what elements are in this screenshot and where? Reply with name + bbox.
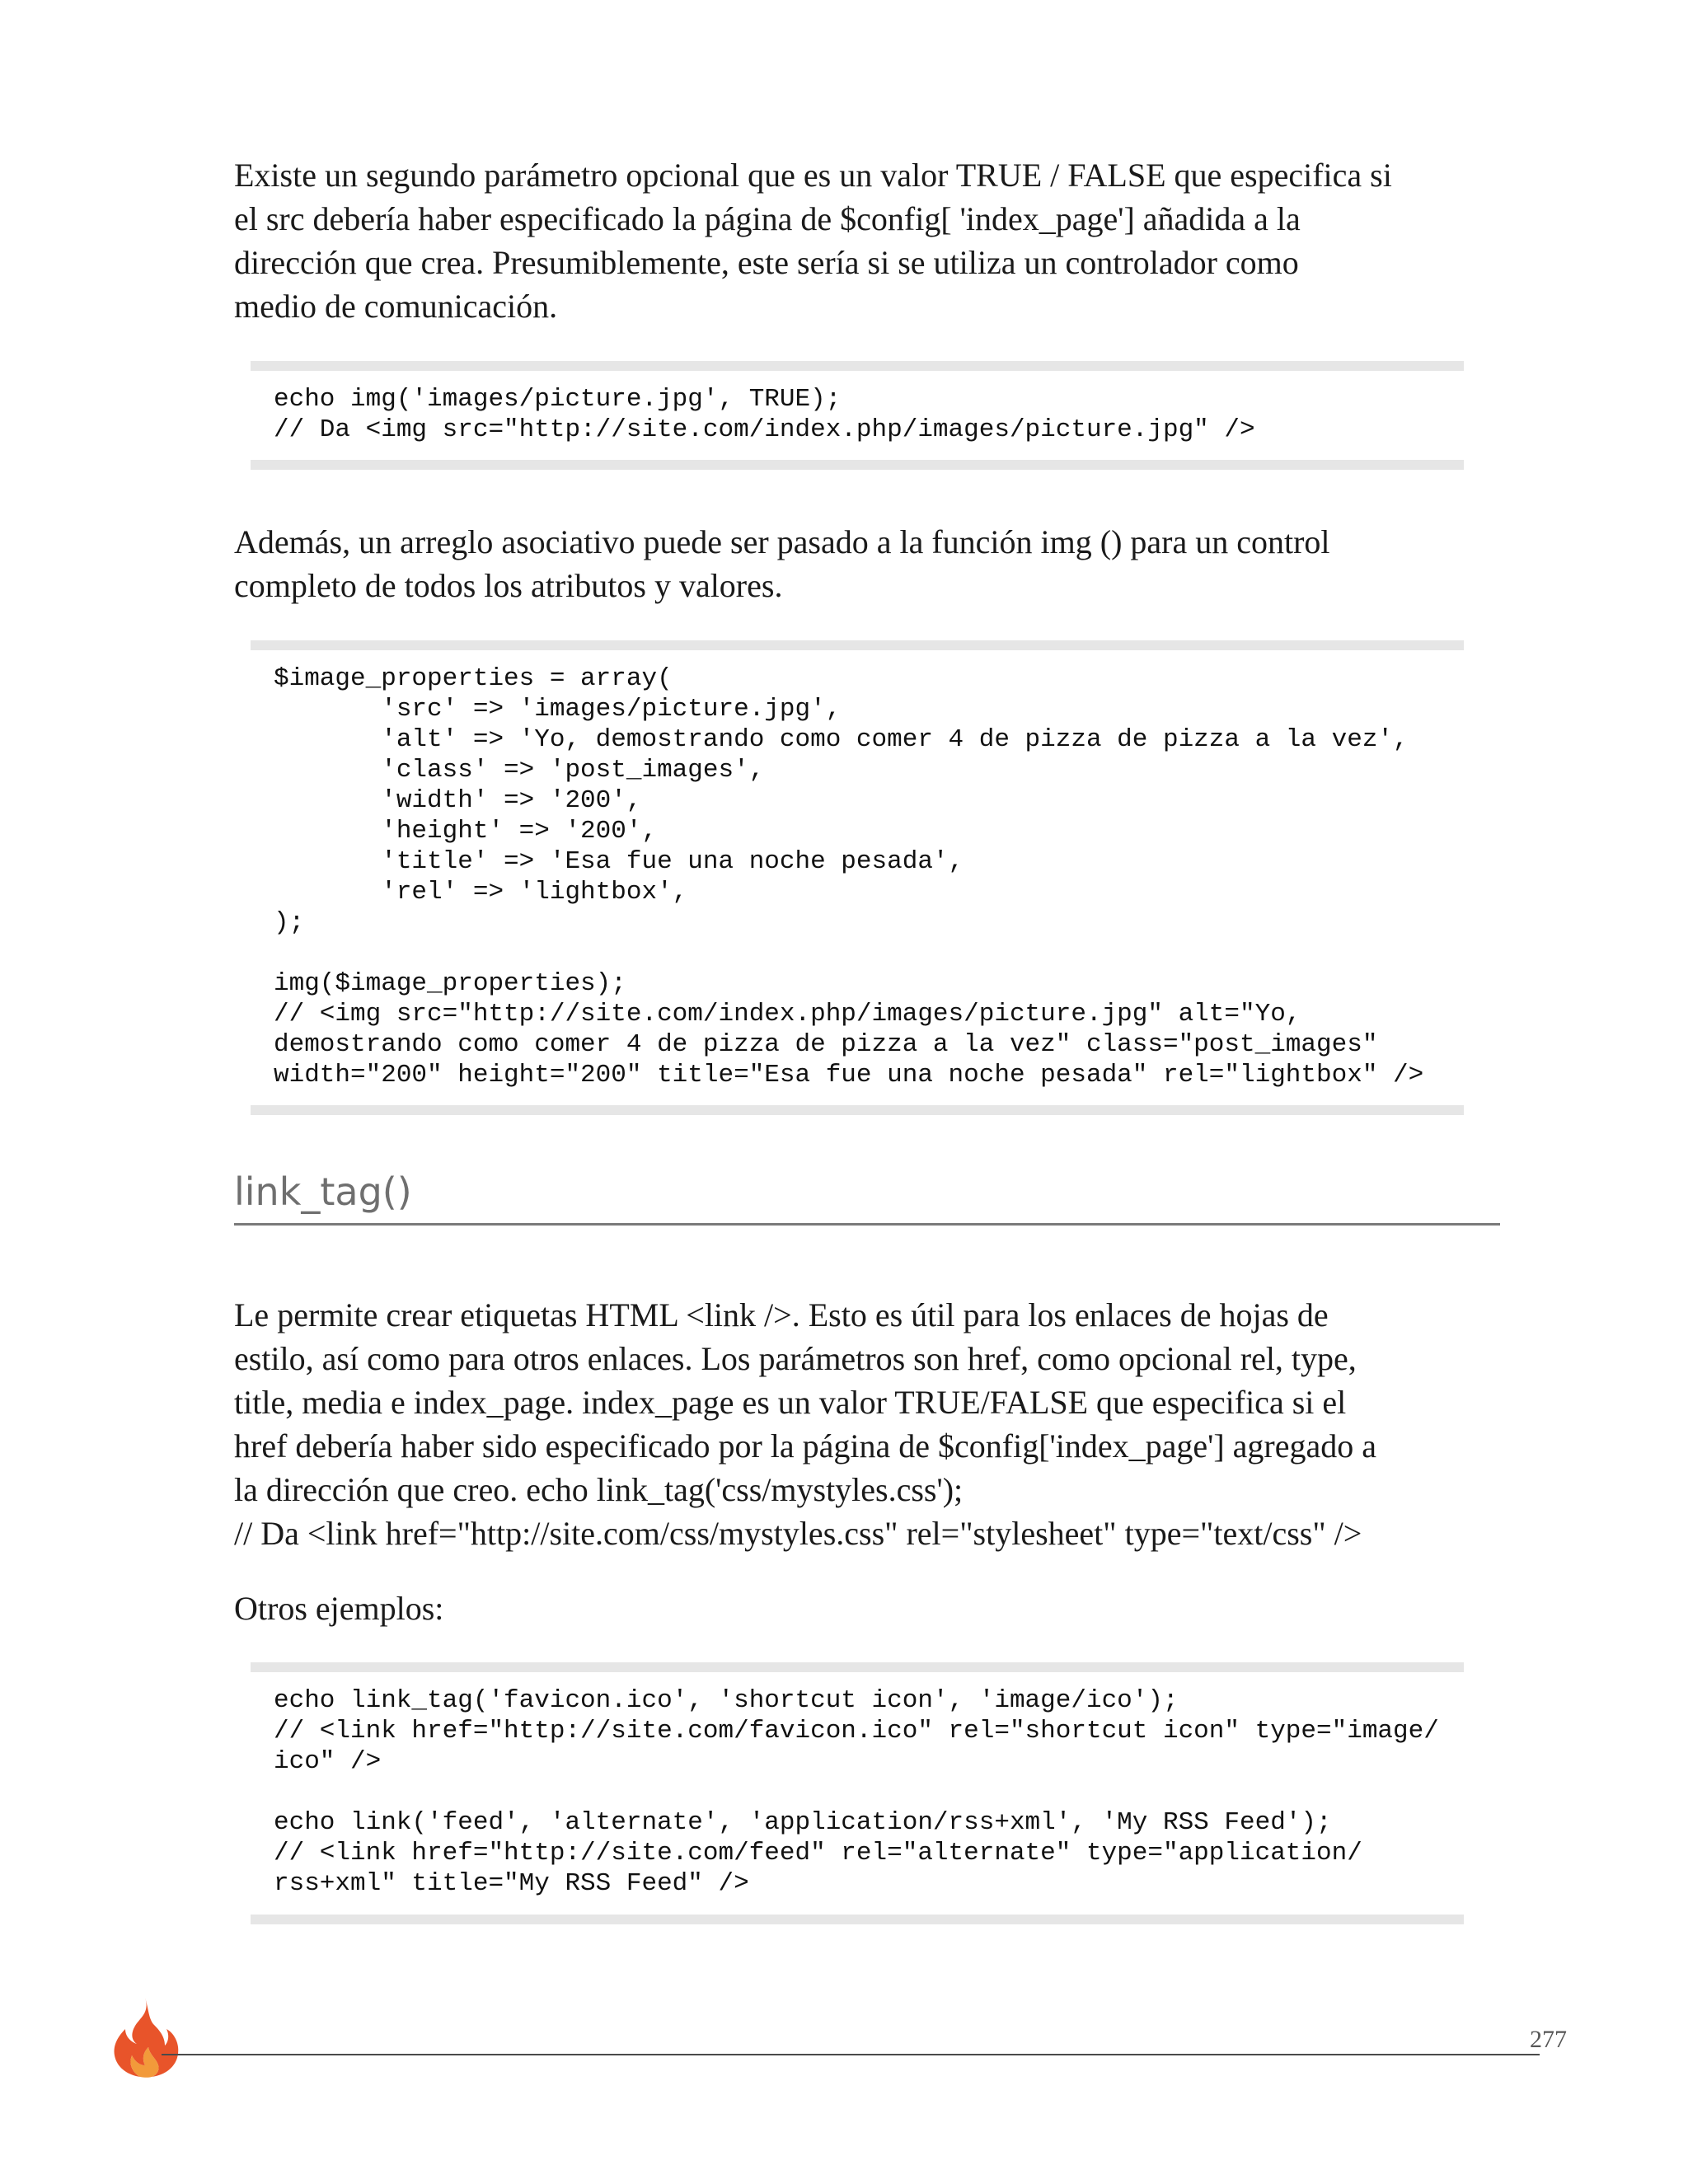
text-line: Otros ejemplos:	[234, 1590, 444, 1627]
text-line: el src debería haber especificado la página de $config[ 'index_page'] añadida a la	[234, 200, 1301, 237]
text-line: completo de todos los atributos y valores.	[234, 567, 783, 604]
text-line: // Da <link href="http://site.com/css/mystyles.css" rel="stylesheet" type="text/css" />	[234, 1515, 1362, 1552]
page-number: 277	[1530, 2026, 1567, 2053]
link-tag-paragraph	[234, 1293, 1500, 1555]
code-text: $image_properties = array( 'src' => 'images/picture.jpg', 'alt' => 'Yo, demostrando como comer 4 de pizza de pizza a la vez', 'class' => 'post_images', 'width' => '200', 'height' => '200', 'title' => 'Esa fue una noche pesada', 'rel' => 'lightbox', ); img($image_properties); // <img src="http://site.com/index.php/images/picture.jpg" alt="Yo, demostrando como comer 4 de pizza de pizza a la vez" class="post_images" width="200" height="200" title="Esa fue una noche pesada" rel="lightbox" />	[274, 664, 1424, 1090]
code-block-img-index-page	[251, 361, 1464, 470]
codeigniter-flame-icon	[107, 1996, 183, 2079]
section-title: link_tag()	[234, 1160, 1500, 1226]
code-block-link-examples	[251, 1662, 1464, 1924]
text-line: estilo, así como para otros enlaces. Los parámetros son href, como opcional rel, type,	[234, 1340, 1357, 1377]
text-line: Existe un segundo parámetro opcional que es un valor TRUE / FALSE que especifica si	[234, 157, 1392, 194]
text-line: title, media e index_page. index_page es un valor TRUE/FALSE que especifica si el	[234, 1384, 1347, 1421]
code-block-image-properties	[251, 640, 1464, 1115]
footer-rule	[162, 2054, 1540, 2055]
text-line: Le permite crear etiquetas HTML <link />. Esto es útil para los enlaces de hojas de	[234, 1296, 1329, 1333]
code-text: echo img('images/picture.jpg', TRUE); // Da <img src="http://site.com/index.php/images/picture.jpg" />	[274, 385, 1255, 444]
text-line: href debería haber sido especificado por la página de $config['index_page'] agregado a	[234, 1427, 1376, 1465]
intro-paragraph	[234, 153, 1500, 328]
examples-label	[234, 1586, 1500, 1630]
array-paragraph	[234, 520, 1500, 607]
text-line: dirección que crea. Presumiblemente, este sería si se utiliza un controlador como	[234, 244, 1299, 281]
text-line: la dirección que creo. echo link_tag('css/mystyles.css');	[234, 1471, 964, 1508]
text-line: medio de comunicación.	[234, 288, 558, 325]
code-text: echo link_tag('favicon.ico', 'shortcut icon', 'image/ico'); // <link href="http://site.com/favicon.ico" rel="shortcut icon" type="image/ ico" /> echo link('feed', 'alternate', 'application/rss+xml', 'My RSS Feed'); // <link href="http://site.com/feed" rel="alternate" type="application/ rss+xml" title="My RSS Feed" />	[274, 1686, 1439, 1898]
text-line: Además, un arreglo asociativo puede ser pasado a la función img () para un control	[234, 523, 1330, 560]
